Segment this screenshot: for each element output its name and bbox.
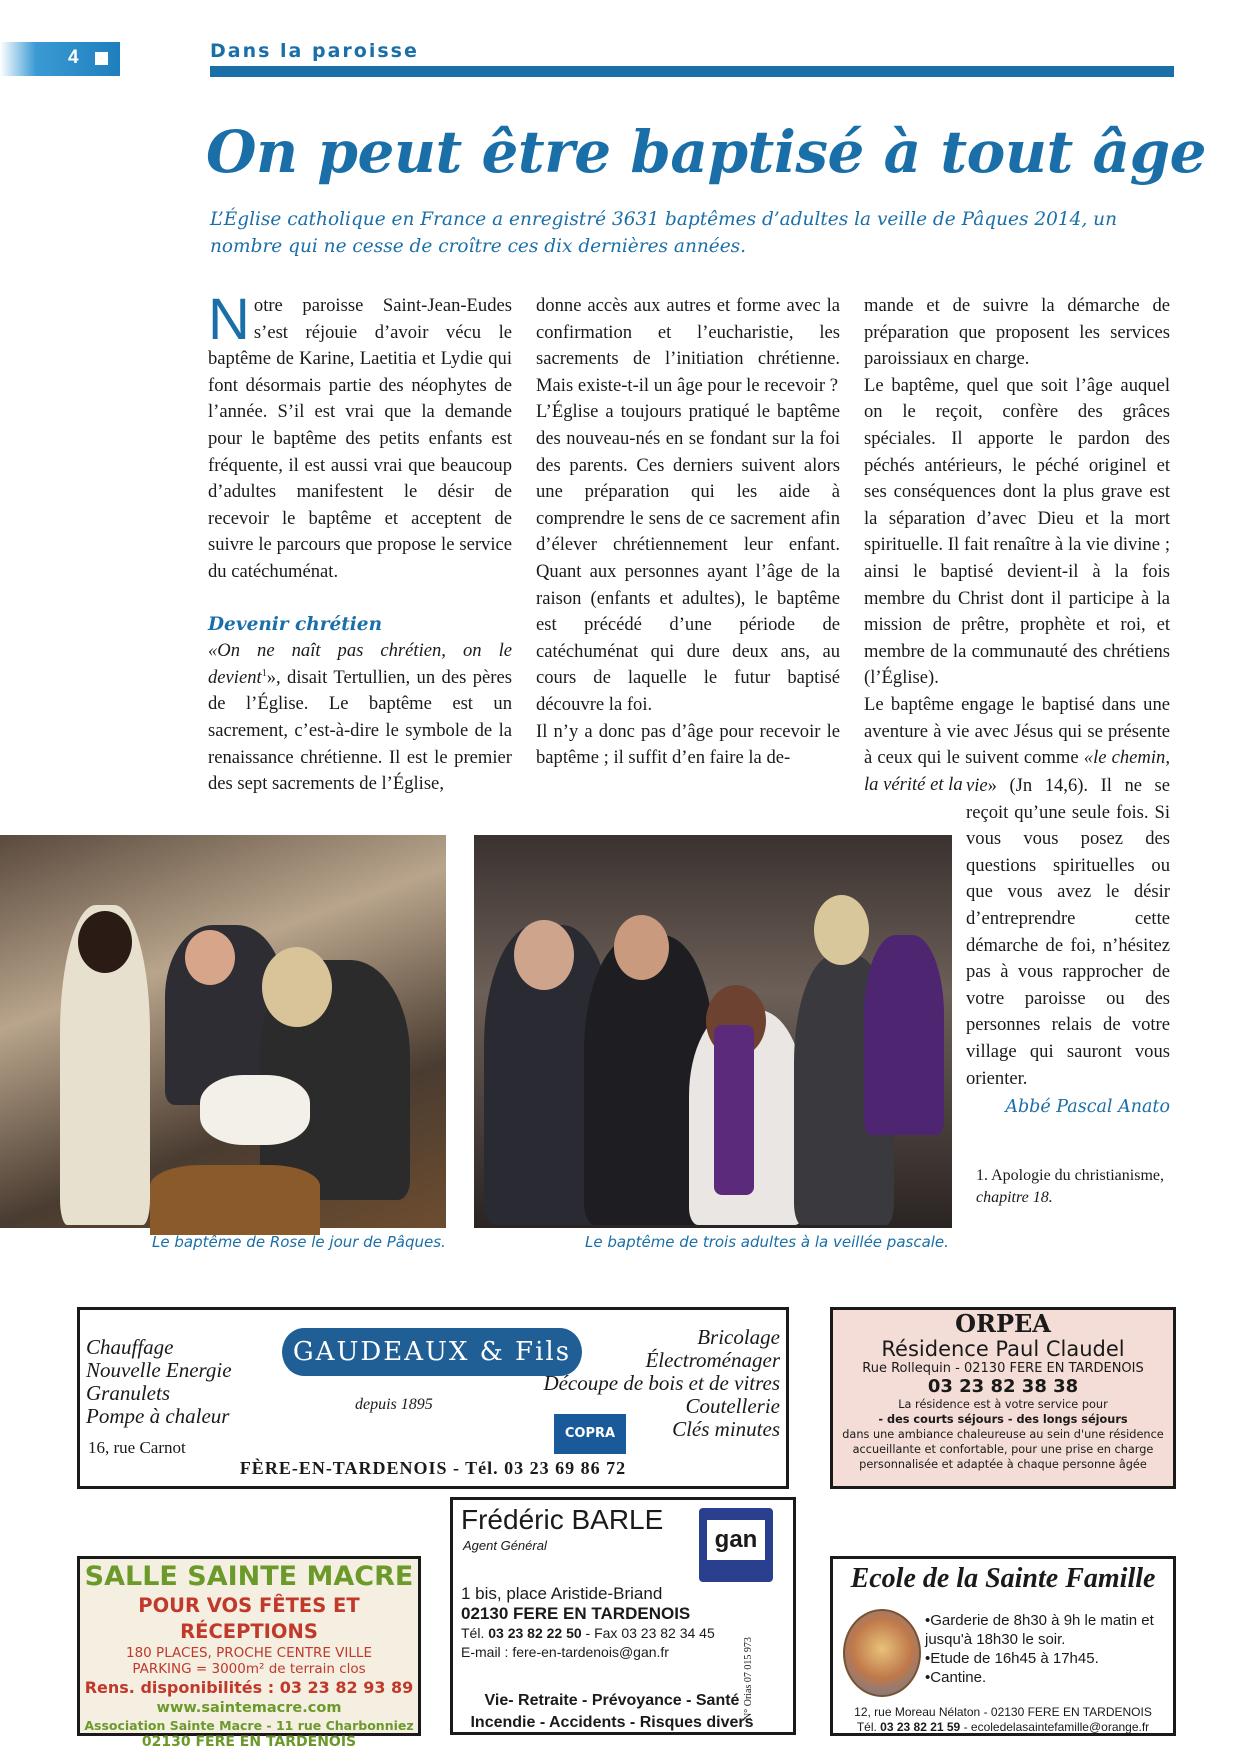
footnote-text: Apologie du christianisme,	[991, 1167, 1164, 1184]
holy-family-icon	[843, 1609, 921, 1697]
macre-line: PARKING = 3000m² de terrain clos	[132, 1661, 366, 1677]
gaudeaux-logo: GAUDEAUX & Fils	[282, 1328, 582, 1376]
tertullien-quote: «On ne naît pas chrétien, on le devient	[208, 640, 512, 688]
man-head	[614, 915, 669, 980]
agent-fax: - Fax 03 23 82 34 45	[581, 1625, 715, 1641]
woman-right-head	[814, 895, 869, 965]
orpea-line: accueillante et confortable, pour une prise en charge	[852, 1443, 1154, 1456]
services-line: Vie- Retraite - Prévoyance - Santé	[484, 1692, 740, 1709]
orpea-address: Rue Rollequin - 02130 FERE EN TARDENOIS	[862, 1361, 1144, 1376]
agent-services	[453, 1690, 771, 1734]
dropcap: N	[208, 287, 250, 352]
gaudeaux-left-services	[86, 1336, 232, 1428]
col3-p3-continuation: » (Jn 14,6). Il ne se reçoit qu’une seule fois. Si vous vous posez des questions spirituelles ou que vous avez le désir d’entreprendre cette démarche de foi, n’hésitez pas à vous rapprocher de votre paroisse ou des personnes relais de votre village qui sauront vous orienter.	[966, 775, 1170, 1089]
macre-line: 180 PLACES, PROCHE CENTRE VILLE	[126, 1645, 372, 1661]
service-item: Nouvelle Energie	[86, 1358, 232, 1382]
agent-address-city: 02130 FERE EN TARDENOIS	[461, 1604, 691, 1623]
gospel-quote: «le chemin, la vérité et la	[864, 747, 1170, 795]
footnote-number: 1.	[976, 1167, 988, 1184]
agent-name: Frédéric BARLE	[461, 1504, 664, 1535]
salle-sainte-macre-ad	[77, 1556, 421, 1750]
list-item: • Etude de 16h45 à 17h45.	[925, 1649, 1175, 1668]
col2-paragraph-3: Il n’y a donc pas d’âge pour recevoir le baptême ; il suffit d’en faire la de-	[536, 720, 840, 769]
gan-logo	[699, 1508, 773, 1582]
article-title: On peut être baptisé à tout âge	[206, 118, 1207, 186]
service-item: Coutellerie	[685, 1394, 780, 1418]
baby-figure	[200, 1075, 310, 1145]
gaudeaux-since: depuis 1895	[355, 1396, 433, 1413]
agent-phone: 03 23 82 22 50	[488, 1625, 582, 1641]
macre-info: Rens. disponibilités : 03 23 82 93 89	[84, 1678, 414, 1697]
agent-contact	[461, 1624, 715, 1662]
ecole-address: 12, rue Moreau Nélaton - 02130 FERE EN TARDENOIS	[854, 1705, 1152, 1719]
macre-subtitle: POUR VOS FÊTES ET RÉCEPTIONS	[138, 1594, 360, 1643]
baptismal-font	[150, 1165, 320, 1235]
ecole-email: - ecoledelasaintefamille@orange.fr	[960, 1720, 1150, 1734]
subheading: Devenir chrétien	[208, 613, 383, 635]
purple-stole	[714, 1025, 754, 1195]
woman-far-right-figure	[864, 935, 944, 1135]
orpea-line: personnalisée et adaptée à chaque personne âgée	[859, 1458, 1147, 1471]
agent-email: E-mail : fere-en-tardenois@gan.fr	[461, 1644, 669, 1660]
ecole-contact	[833, 1705, 1173, 1735]
col2-paragraph-2: L’Église a toujours pratiqué le baptême des nouveau-nés en se fondant sur la foi des parents. Ces derniers suivent alors une préparation qui les aide à comprendre le sens de ce sacrement afin d’élever chrétiennement leur enfant. Quant aux personnes ayant l’âge de la raison (enfants et adultes), le baptême est précédé d’une période de catéchuménat qui dure deux ans, au cours de laquelle le futur baptisé découvre la foi.	[536, 401, 840, 715]
priest-head	[78, 911, 132, 973]
list-item: • Cantine.	[925, 1668, 1175, 1687]
macre-website: www.saintemacre.com	[156, 1700, 342, 1716]
adult-baptism-photo	[474, 835, 952, 1228]
article-column-1	[208, 287, 512, 798]
article-column-2	[536, 293, 840, 772]
page-number-square-icon	[95, 52, 108, 65]
orpea-ad	[830, 1307, 1176, 1489]
ecole-services	[925, 1611, 1175, 1687]
intro-text: otre paroisse Saint-Jean-Eudes s’est réjouie d’avoir vécu le baptême de Karine, Laetitia et Lydie qui font désormais partie des néophytes de l’année. S’il est vrai que la demande pour le baptême des petits enfants est fréquente, il est aussi vrai que beaucoup d’adultes manifestent le désir de recevoir le baptême et acceptent de suivre le parcours que propose le service du catéchuménat.	[208, 295, 512, 582]
orpea-line	[833, 1412, 1173, 1427]
service-item: Découpe de bois et de vitres	[543, 1371, 780, 1395]
copra-logo: COPRA	[554, 1414, 626, 1454]
gaudeaux-ad	[77, 1307, 789, 1489]
gospel-quote-end: vie	[966, 775, 988, 796]
agent-address-line: 1 bis, place Aristide-Briand	[461, 1584, 663, 1603]
orpea-stays: - des courts séjours - des longs séjours	[878, 1413, 1128, 1426]
footnote	[976, 1165, 1176, 1209]
ecole-phone-line	[833, 1720, 1173, 1735]
orpea-brand: ORPEA	[955, 1309, 1051, 1338]
col3-paragraph-1: mande et de suivre la démarche de préparation que proposent les services paroissiaux en charge.	[864, 295, 1170, 370]
quote-continuation: », disait Tertullien, un des pères de l’Église. Le baptême est un sacrement, c’est-à-dire le symbole de la renaissance chrétienne. Il est le premier des sept sacrements de l’Église,	[208, 666, 512, 795]
godmother-hair	[262, 947, 332, 1027]
footnote-chapter: chapitre 18.	[976, 1189, 1053, 1206]
col3-p3-start: Le baptême engage le baptisé dans une aventure à vie avec Jésus qui se présente à ceux qui le suivent comme	[864, 693, 1170, 769]
orias-number: N° Orias 07 015 973	[743, 1637, 754, 1720]
gan-logo-text: gan	[707, 1520, 765, 1560]
gaudeaux-address: 16, rue Carnot	[88, 1438, 186, 1457]
author-signature: Abbé Pascal Anato	[1005, 1097, 1170, 1118]
orpea-line: dans une ambiance chaleureuse au sein d'une résidence	[842, 1428, 1164, 1441]
barle-ad	[450, 1497, 796, 1735]
agent-phone-line	[461, 1624, 715, 1643]
col2-paragraph-1: donne accès aux autres et forme avec la confirmation et l’eucharistie, les sacrements de l’initiation chrétienne. Mais existe-t-il un âge pour le recevoir ?	[536, 295, 840, 396]
section-label: Dans la paroisse	[210, 40, 419, 62]
section-rule	[210, 66, 1174, 77]
footnote-ref: 1	[261, 667, 267, 679]
ecole-sainte-famille-ad	[830, 1556, 1176, 1736]
orpea-residence: Résidence Paul Claudel	[881, 1337, 1125, 1361]
service-item: Pompe à chaleur	[86, 1404, 230, 1428]
tel-label: Tél.	[856, 1720, 881, 1734]
macre-association: Association Sainte Macre - 11 rue Charbonniez	[84, 1718, 414, 1733]
gaudeaux-contact: FÈRE-EN-TARDENOIS - Tél. 03 23 69 86 72	[239, 1458, 627, 1478]
godfather-head	[185, 930, 235, 985]
quote-paragraph	[208, 638, 512, 798]
article-standfirst: L’Église catholique en France a enregistré 3631 baptêmes d’adultes la veille de Pâques 2014, un nombre qui ne cesse de croître ces dix dernières années.	[210, 209, 1117, 257]
service-item: Chauffage	[86, 1335, 174, 1359]
service-item: Bricolage	[697, 1325, 780, 1349]
article-column-3-continued	[966, 773, 1170, 1121]
service-item: Électroménager	[645, 1348, 780, 1372]
photo-caption-2: Le baptême de trois adultes à la veillée pascale.	[585, 1233, 949, 1251]
agent-address	[461, 1584, 690, 1624]
service-item: Clés minutes	[672, 1417, 780, 1441]
agent-role: Agent Général	[463, 1538, 547, 1553]
list-item: • Garderie de 8h30 à 9h le matin et jusqu'à 18h30 le soir.	[925, 1611, 1175, 1649]
macre-title: SALLE SAINTE MACRE	[84, 1561, 414, 1592]
page-number: 4	[68, 47, 79, 68]
ecole-phone: 03 23 82 21 59	[880, 1720, 961, 1734]
tel-label: Tél.	[461, 1625, 489, 1641]
col3-paragraph-3-cont	[966, 773, 1170, 1092]
orpea-phone: 03 23 82 38 38	[927, 1376, 1079, 1397]
orpea-line: La résidence est à votre service pour	[898, 1398, 1108, 1411]
baptism-rose-photo	[0, 835, 446, 1228]
intro-paragraph	[208, 287, 512, 586]
photo-caption-1: Le baptême de Rose le jour de Pâques.	[152, 1233, 446, 1251]
woman-left-head	[514, 920, 574, 990]
article-column-3	[864, 293, 1170, 798]
service-item: Granulets	[86, 1381, 170, 1405]
macre-city: 02130 FERE EN TARDENOIS	[141, 1734, 357, 1750]
services-line: Incendie - Accidents - Risques divers	[470, 1714, 754, 1731]
ecole-title: Ecole de la Sainte Famille	[850, 1563, 1156, 1594]
col3-paragraph-2: Le baptême, quel que soit l’âge auquel on le reçoit, confère des grâces spéciales. Il apporte le pardon des péchés antérieurs, le péché originel et ses conséquences dont la plus grave est la séparation d’avec Dieu et la mort spirituelle. Il fait renaître à la vie divine ; ainsi le baptisé devient-il à la fois membre du Christ dont il participe à la mission de prêtre, prophète et roi, et membre de la communauté des chrétiens (l’Église).	[864, 374, 1170, 689]
